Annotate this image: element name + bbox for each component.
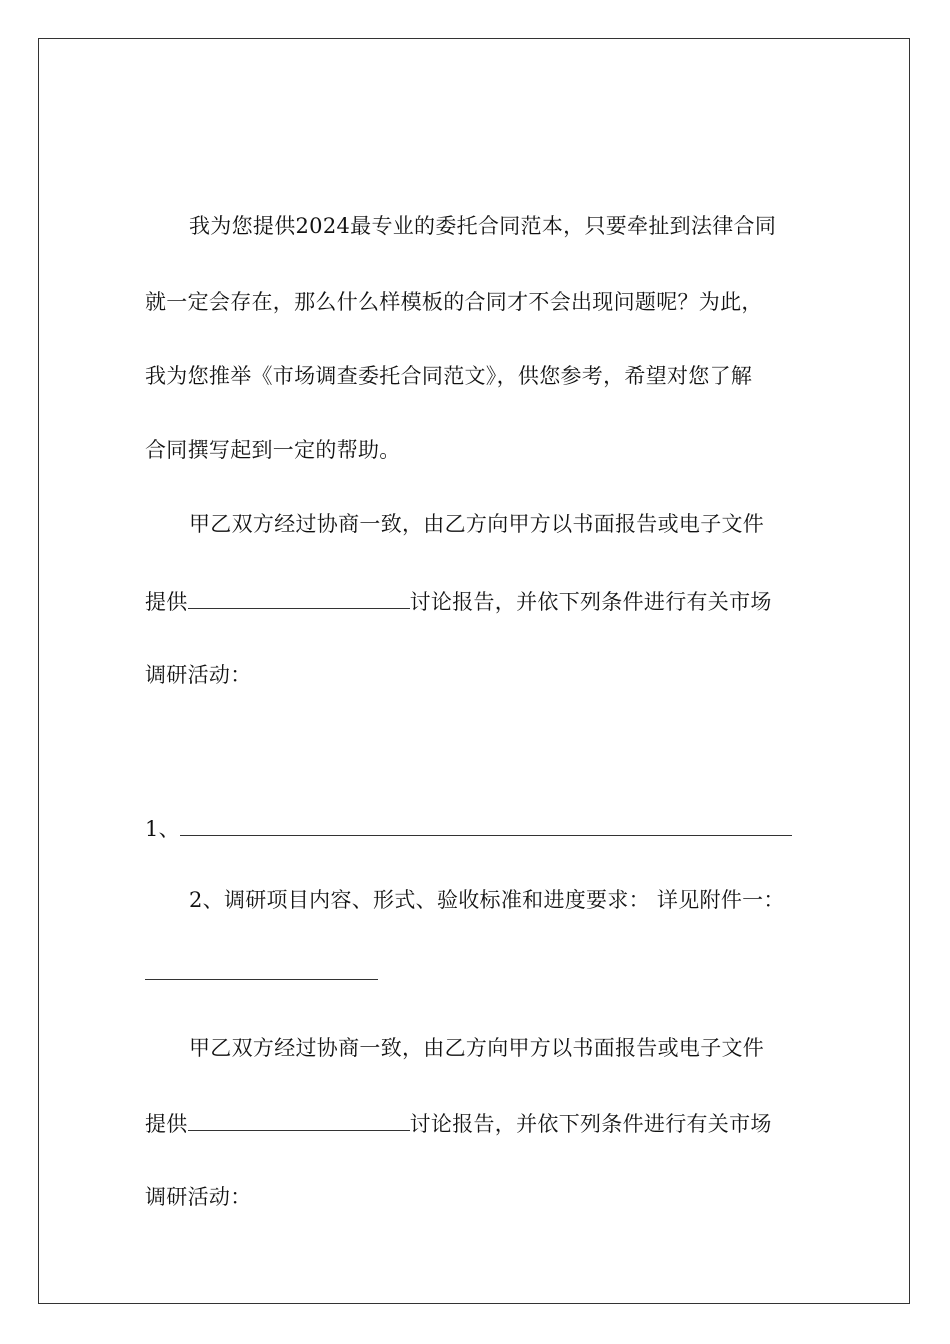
fill-in-blank xyxy=(188,1108,410,1131)
intro-line-4: 合同撰写起到一定的帮助。 xyxy=(145,438,401,462)
clause-a-line-1: 甲乙双方经过协商一致，由乙方向甲方以书面报告或电子文件 xyxy=(189,512,765,536)
clause-a-line-2 xyxy=(145,586,772,616)
clause-b-line-1: 甲乙双方经过协商一致，由乙方向甲方以书面报告或电子文件 xyxy=(189,1036,765,1060)
clause-b-suffix: 讨论报告，并依下列条件进行有关市场 xyxy=(409,1112,772,1136)
clause-a-suffix: 讨论报告，并依下列条件进行有关市场 xyxy=(409,590,772,614)
intro-line-1: 我为您提供2024最专业的委托合同范本，只要牵扯到法律合同 xyxy=(189,214,777,238)
fill-in-blank xyxy=(180,813,792,836)
item-2: 2、调研项目内容、形式、验收标准和进度要求： 详见附件一： xyxy=(189,888,785,912)
clause-a-line-3: 调研活动： xyxy=(145,663,252,687)
fill-in-blank xyxy=(188,586,410,609)
clause-b-line-2 xyxy=(145,1108,772,1138)
intro-line-3: 我为您推举《市场调查委托合同范文》，供您参考，希望对您了解 xyxy=(145,364,753,388)
item-1 xyxy=(145,813,792,843)
clause-b-prefix: 提供 xyxy=(145,1112,188,1136)
clause-b-line-3: 调研活动： xyxy=(145,1185,252,1209)
intro-line-2: 就一定会存在，那么什么样模板的合同才不会出现问题呢？为此， xyxy=(145,290,763,314)
item-1-label: 1、 xyxy=(145,817,180,841)
fill-in-blank xyxy=(145,979,378,980)
clause-a-prefix: 提供 xyxy=(145,590,188,614)
